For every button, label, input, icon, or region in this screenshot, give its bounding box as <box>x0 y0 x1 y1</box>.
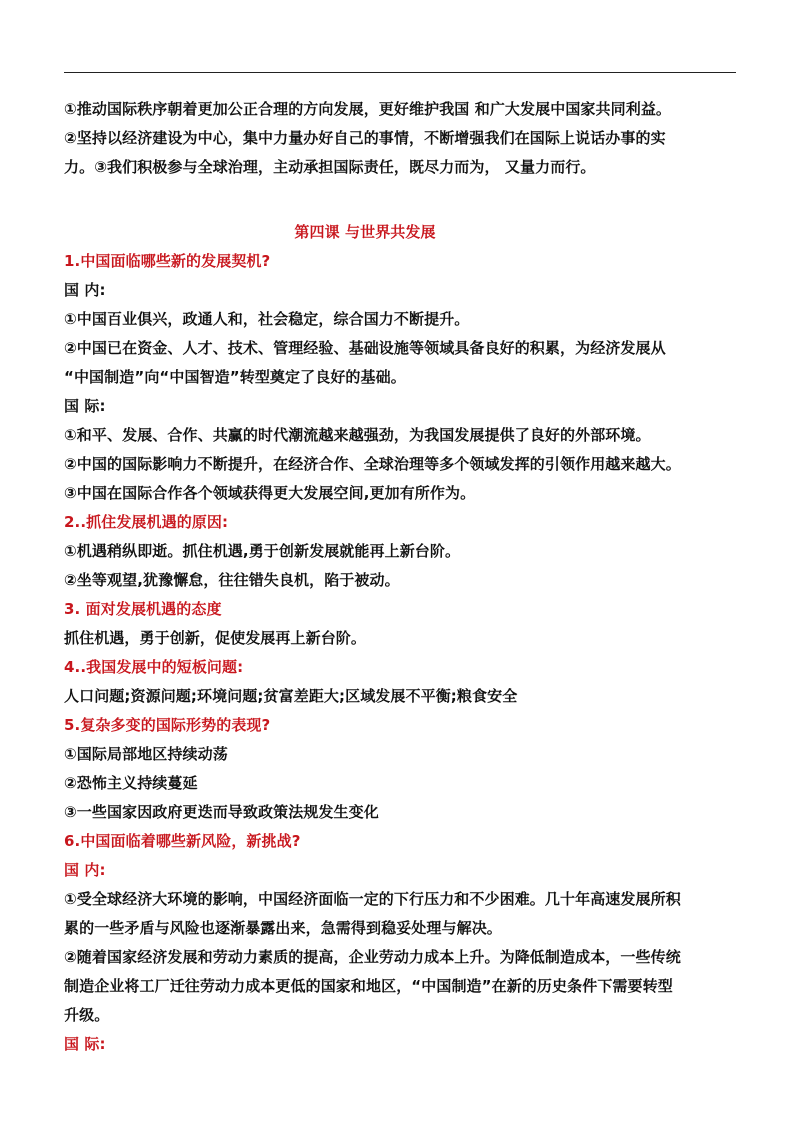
intro-line: 力。③我们积极参与全球治理，主动承担国际责任，既尽力而为， 又量力而行。 <box>64 158 596 176</box>
list-item: ②坐等观望,犹豫懈怠，往往错失良机，陷于被动。 <box>64 571 400 589</box>
list-item: ①国际局部地区持续动荡 <box>64 745 228 763</box>
list-item: ①受全球经济大环境的影响，中国经济面临一定的下行压力和不少困难。几十年高速发展所积 <box>64 890 681 908</box>
list-item: ③中国在国际合作各个领域获得更大发展空间,更加有所作为。 <box>64 484 476 502</box>
list-item: ①和平、发展、合作、共赢的时代潮流越来越强劲，为我国发展提供了良好的外部环境。 <box>64 426 651 444</box>
list-item: ②中国的国际影响力不断提升，在经济合作、全球治理等多个领域发挥的引领作用越来越大。 <box>64 455 681 473</box>
list-item: 人口问题;资源问题;环境问题;贫富差距大;区域发展不平衡;粮食安全 <box>64 687 518 705</box>
list-item: 抓住机遇，勇于创新，促使发展再上新台阶。 <box>64 629 367 647</box>
question-heading: 1.中国面临哪些新的发展契机? <box>64 252 271 270</box>
section-label: 国 内: <box>64 281 106 299</box>
list-item: 升级。 <box>64 1006 110 1024</box>
section-label: 国 际: <box>64 397 106 415</box>
top-rule <box>64 72 736 73</box>
list-item: ①机遇稍纵即逝。抓住机遇,勇于创新发展就能再上新台阶。 <box>64 542 461 560</box>
question-heading: 5.复杂多变的国际形势的表现? <box>64 716 271 734</box>
list-item: ③一些国家因政府更迭而导致政策法规发生变化 <box>64 803 379 821</box>
list-item: ②恐怖主义持续蔓延 <box>64 774 198 792</box>
list-item: ①中国百业俱兴，政通人和，社会稳定，综合国力不断提升。 <box>64 310 470 328</box>
question-heading: 4..我国发展中的短板问题: <box>64 658 244 676</box>
document-page <box>64 72 736 1059</box>
intro-line: ①推动国际秩序朝着更加公正合理的方向发展，更好维护我国 和广大发展中国家共同利益。 <box>64 100 672 118</box>
list-item: 累的一些矛盾与风险也逐渐暴露出来，急需得到稳妥处理与解决。 <box>64 919 502 937</box>
question-heading: 6.中国面临着哪些新风险，新挑战? <box>64 832 301 850</box>
list-item: ②中国已在资金、人才、技术、管理经验、基础设施等领域具备良好的积累，为经济发展从 <box>64 339 666 357</box>
question-heading: 2..抓住发展机遇的原因: <box>64 513 229 531</box>
intro-line: ②坚持以经济建设为中心，集中力量办好自己的事情，不断增强我们在国际上说话办事的实 <box>64 129 666 147</box>
list-item: ②随着国家经济发展和劳动力素质的提高，企业劳动力成本上升。为降低制造成本，一些传统 <box>64 948 681 966</box>
list-item: “中国制造”向“中国智造”转型奠定了良好的基础。 <box>64 368 406 386</box>
section-label: 国 际: <box>64 1035 106 1053</box>
section-label: 国 内: <box>64 861 106 879</box>
lesson-title: 第四课 与世界共发展 <box>294 223 436 241</box>
question-heading: 3. 面对发展机遇的态度 <box>64 600 222 618</box>
list-item: 制造企业将工厂迁往劳动力成本更低的国家和地区，“中国制造”在新的历史条件下需要转型 <box>64 977 673 995</box>
